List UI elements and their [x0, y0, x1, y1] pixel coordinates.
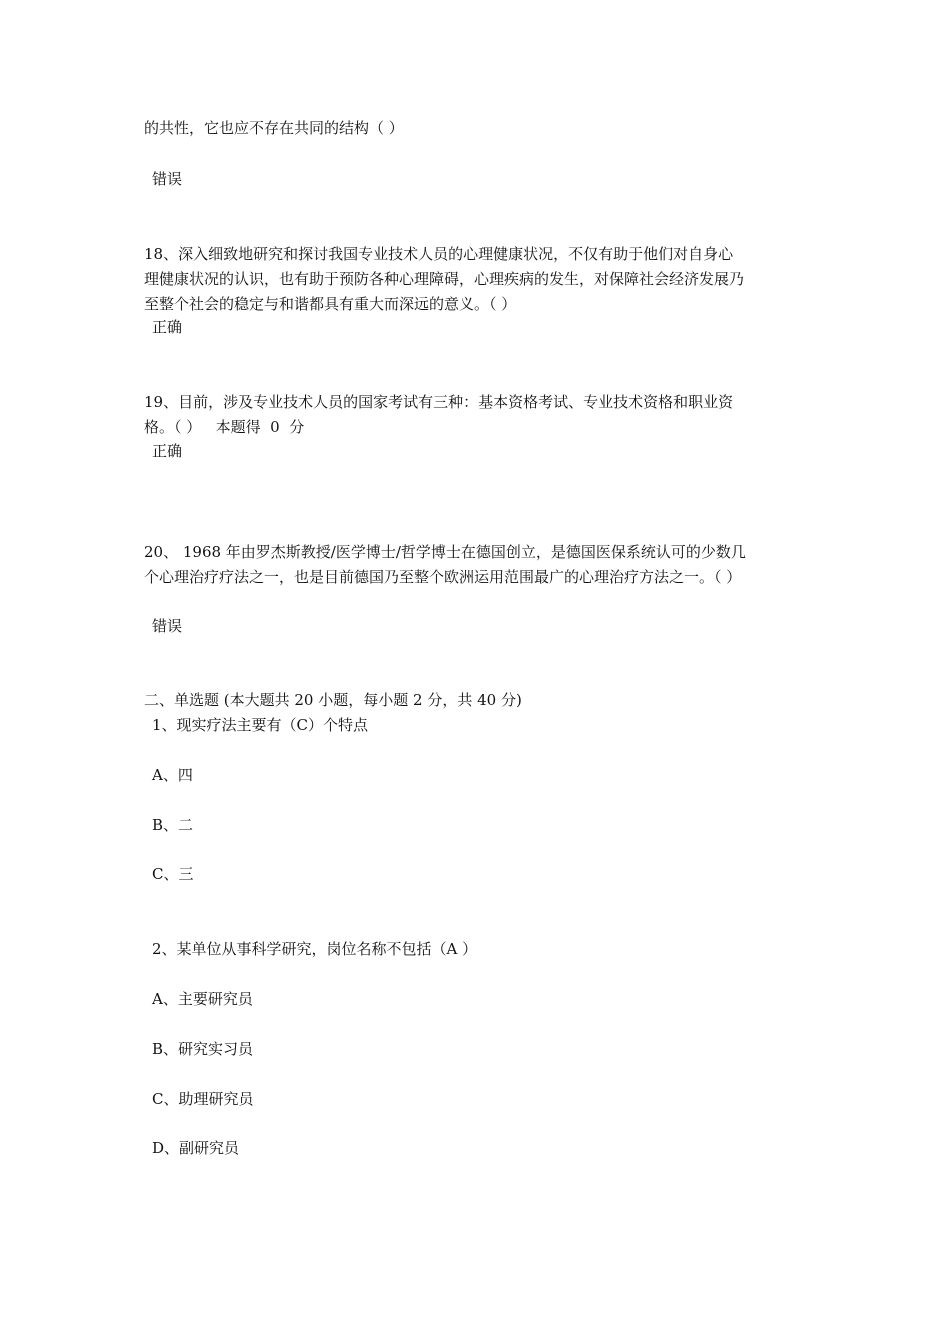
mcq-2-option-d: D、副研究员 — [152, 1139, 240, 1157]
mcq-2-stem: 2、某单位从事科学研究，岗位名称不包括（A ） — [152, 940, 478, 958]
question-18-line-1: 18、深入细致地研究和探讨我国专业技术人员的心理健康状况，不仅有助于他们对自身心 — [144, 245, 734, 263]
question-20-line-1: 20、 1968 年由罗杰斯教授/医学博士/哲学博士在德国创立，是德国医保系统认可的少数几 — [144, 543, 746, 561]
question-18-answer: 正确 — [152, 318, 183, 336]
mcq-2-option-a: A、主要研究员 — [152, 990, 253, 1008]
section-heading: 二、单选题 (本大题共 20 小题，每小题 2 分，共 40 分) — [144, 691, 522, 709]
question-20-answer: 错误 — [152, 617, 183, 635]
question-20-line-2: 个心理治疗疗法之一，也是目前德国乃至整个欧洲运用范围最广的心理治疗方法之一。（ ） — [144, 568, 742, 586]
mcq-1-stem: 1、现实疗法主要有（C）个特点 — [152, 716, 369, 734]
mcq-1-option-c: C、三 — [152, 865, 194, 883]
question-19-answer: 正确 — [152, 442, 183, 460]
mcq-1-option-a: A、四 — [152, 766, 193, 784]
mcq-2-option-b: B、研究实习员 — [152, 1040, 254, 1058]
question-19-line-1: 19、目前，涉及专业技术人员的国家考试有三种：基本资格考试、专业技术资格和职业资 — [144, 393, 734, 411]
question-17-answer: 错误 — [152, 170, 183, 188]
mcq-2-option-c: C、助理研究员 — [152, 1090, 254, 1108]
question-18-line-3: 至整个社会的稳定与和谐都具有重大而深远的意义。（ ） — [144, 295, 517, 313]
question-18-line-2: 理健康状况的认识，也有助于预防各种心理障碍，心理疾病的发生，对保障社会经济发展乃 — [144, 270, 745, 288]
mcq-1-option-b: B、二 — [152, 816, 194, 834]
question-19-line-2: 格。（ ） 本题得 0 分 — [144, 418, 305, 436]
question-17-tail: 的共性，它也应不存在共同的结构（ ） — [144, 119, 404, 137]
